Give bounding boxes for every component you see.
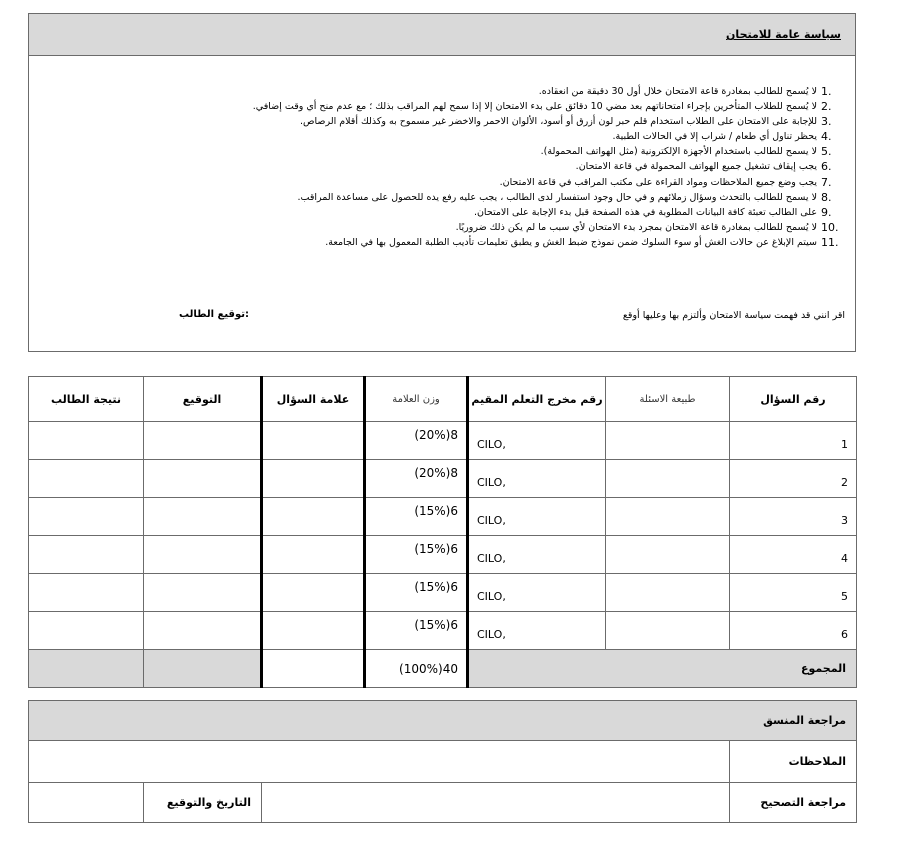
policy-rules-list	[45, 84, 845, 250]
rule-number: 10 .	[821, 220, 845, 235]
header-signature: التوقيع	[144, 377, 262, 422]
notes-field[interactable]	[29, 741, 730, 783]
grades-table	[28, 376, 857, 688]
correction-review-label: مراجعة التصحيح	[730, 783, 857, 823]
mark-weight-cell: (15%)6	[365, 574, 468, 612]
rule-text: لا يُسمح للطالب بمغادرة قاعة الامتحان بمجرد بدء الامتحان لأي سبب ما لم يكن ذلك ضروريًا.	[455, 221, 817, 233]
correction-review-field[interactable]	[262, 783, 730, 823]
student-result-cell[interactable]	[29, 536, 144, 574]
clo-cell[interactable]: CILO,	[468, 574, 606, 612]
exam-policy-box	[28, 13, 856, 352]
question-type-cell[interactable]	[606, 422, 730, 460]
correction-review-row	[29, 783, 857, 823]
table-header-row	[29, 377, 857, 422]
student-pledge: اقر انني قد فهمت سياسة الامتحان وألتزم بها وعليها أوقع	[622, 310, 845, 321]
mark-weight-cell: (15%)6	[365, 536, 468, 574]
question-number-cell: 4	[730, 536, 857, 574]
coordinator-review-row	[29, 701, 857, 741]
notes-row	[29, 741, 857, 783]
question-number-cell: 6	[730, 612, 857, 650]
clo-cell[interactable]: CILO,	[468, 498, 606, 536]
rule-number: 6 .	[821, 159, 845, 174]
header-clo: رقم مخرج التعلم المقيم	[468, 377, 606, 422]
question-type-cell[interactable]	[606, 574, 730, 612]
mark-weight-cell: (15%)6	[365, 498, 468, 536]
table-row	[29, 422, 857, 460]
clo-cell[interactable]: CILO,	[468, 460, 606, 498]
policy-rule	[45, 159, 845, 174]
signature-cell[interactable]	[144, 612, 262, 650]
rule-number: 9 .	[821, 205, 845, 220]
policy-rule	[45, 235, 845, 250]
mark-weight-cell: (15%)6	[365, 612, 468, 650]
total-label: المجموع	[468, 650, 857, 688]
rule-number: 3 .	[821, 114, 845, 129]
policy-title: سياسة عامة للامتحان	[726, 28, 841, 41]
header-question-number: رقم السؤال	[730, 377, 857, 422]
question-mark-cell[interactable]	[262, 422, 365, 460]
policy-rule	[45, 220, 845, 235]
student-result-cell[interactable]	[29, 422, 144, 460]
total-row	[29, 650, 857, 688]
question-mark-cell[interactable]	[262, 612, 365, 650]
question-mark-cell[interactable]	[262, 536, 365, 574]
header-student-result: نتيجة الطالب	[29, 377, 144, 422]
question-number-cell: 2	[730, 460, 857, 498]
question-type-cell[interactable]	[606, 498, 730, 536]
policy-rule	[45, 99, 845, 114]
policy-rule	[45, 84, 845, 99]
clo-cell[interactable]: CILO,	[468, 612, 606, 650]
policy-header	[29, 14, 855, 56]
question-mark-cell[interactable]	[262, 574, 365, 612]
policy-rule	[45, 114, 845, 129]
rule-text: لا يُسمح للطالب بمغادرة قاعة الامتحان خلال أول 30 دقيقة من انعقاده.	[538, 86, 817, 97]
table-row	[29, 460, 857, 498]
student-result-cell[interactable]	[29, 612, 144, 650]
rule-text: يحظر تناول أي طعام / شراب إلا في الحالات الطبية.	[612, 131, 817, 143]
question-number-cell: 3	[730, 498, 857, 536]
review-table	[28, 700, 857, 823]
question-mark-cell[interactable]	[262, 498, 365, 536]
policy-rule	[45, 175, 845, 190]
clo-cell[interactable]: CILO,	[468, 536, 606, 574]
header-question-type: طبيعة الاسئلة	[606, 377, 730, 422]
rule-text: يجب إيقاف تشغيل جميع الهواتف المحمولة في قاعة الامتحان.	[575, 161, 817, 173]
rule-text: لا يسمح للطالب بالتحدث وسؤال زملائهم و في حال وجود استفسار لدى الطالب ، يجب عليه رفع يده للحصول على مساعدة المراقب.	[297, 191, 817, 203]
rule-text: لا يسمح للطالب باستخدام الأجهزة الإلكترونية (مثل الهواتف المحمولة).	[540, 146, 817, 158]
signature-cell[interactable]	[144, 460, 262, 498]
student-result-cell[interactable]	[29, 574, 144, 612]
rule-number: 5 .	[821, 144, 845, 159]
signature-cell[interactable]	[144, 536, 262, 574]
rule-text: يجب وضع جميع الملاحظات ومواد القراءة على مكتب المراقب في قاعة الامتحان.	[499, 176, 817, 188]
total-result-cell[interactable]	[29, 650, 144, 688]
rule-number: 1 .	[821, 84, 845, 99]
signature-cell[interactable]	[144, 574, 262, 612]
rule-number: 7 .	[821, 175, 845, 190]
coordinator-review-label: مراجعة المنسق	[29, 701, 857, 741]
table-row	[29, 574, 857, 612]
student-result-cell[interactable]	[29, 498, 144, 536]
question-type-cell[interactable]	[606, 612, 730, 650]
total-signature-cell	[144, 650, 262, 688]
policy-rule	[45, 144, 845, 159]
rule-number: 11 .	[821, 235, 845, 250]
header-question-mark: علامة السؤال	[262, 377, 365, 422]
mark-weight-cell: (20%)8	[365, 460, 468, 498]
rule-number: 8 .	[821, 190, 845, 205]
rule-text: سيتم الإبلاغ عن حالات الغش أو سوء السلوك ضمن نموذج ضبط الغش و يطبق تعليمات تأديب الطلبة المعمول بها في الجامعة.	[325, 236, 817, 248]
policy-rule	[45, 129, 845, 144]
clo-cell[interactable]: CILO,	[468, 422, 606, 460]
question-number-cell: 5	[730, 574, 857, 612]
signature-cell[interactable]	[144, 422, 262, 460]
date-signature-field[interactable]	[29, 783, 144, 823]
rule-text: على الطالب تعبئة كافة البيانات المطلوبة في هذه الصفحة قبل بدء الإجابة على الامتحان.	[473, 206, 817, 218]
table-row	[29, 536, 857, 574]
student-result-cell[interactable]	[29, 460, 144, 498]
question-mark-cell[interactable]	[262, 460, 365, 498]
policy-rule	[45, 205, 845, 220]
policy-rule	[45, 190, 845, 205]
mark-weight-cell: (20%)8	[365, 422, 468, 460]
total-mark-cell[interactable]	[262, 650, 365, 688]
header-mark-weight: وزن العلامة	[365, 377, 468, 422]
question-type-cell[interactable]	[606, 536, 730, 574]
rule-number: 4 .	[821, 129, 845, 144]
table-row	[29, 612, 857, 650]
rule-text: للإجابة على الامتحان على الطلاب استخدام قلم حبر لون أزرق أو أسود، الألوان الاحمر والاخضر غير مسموح به وكذلك أقلام الرصاص.	[300, 116, 817, 128]
table-row	[29, 498, 857, 536]
rule-number: 2 .	[821, 99, 845, 114]
signature-cell[interactable]	[144, 498, 262, 536]
question-number-cell: 1	[730, 422, 857, 460]
date-signature-label: التاريخ والتوقيع	[144, 783, 262, 823]
question-type-cell[interactable]	[606, 460, 730, 498]
student-signature-label: :توقيع الطالب	[179, 309, 249, 320]
rule-text: لا يُسمح للطلاب المتأخرين بإجراء امتحاناتهم بعد مضي 10 دقائق على بدء الامتحان إلا إذا سمح لهم المراقب بذلك ؛ مع عدم منح أي وقت إضافي.	[252, 101, 817, 113]
notes-label: الملاحظات	[730, 741, 857, 783]
total-weight-value: (100%)40	[365, 650, 468, 688]
